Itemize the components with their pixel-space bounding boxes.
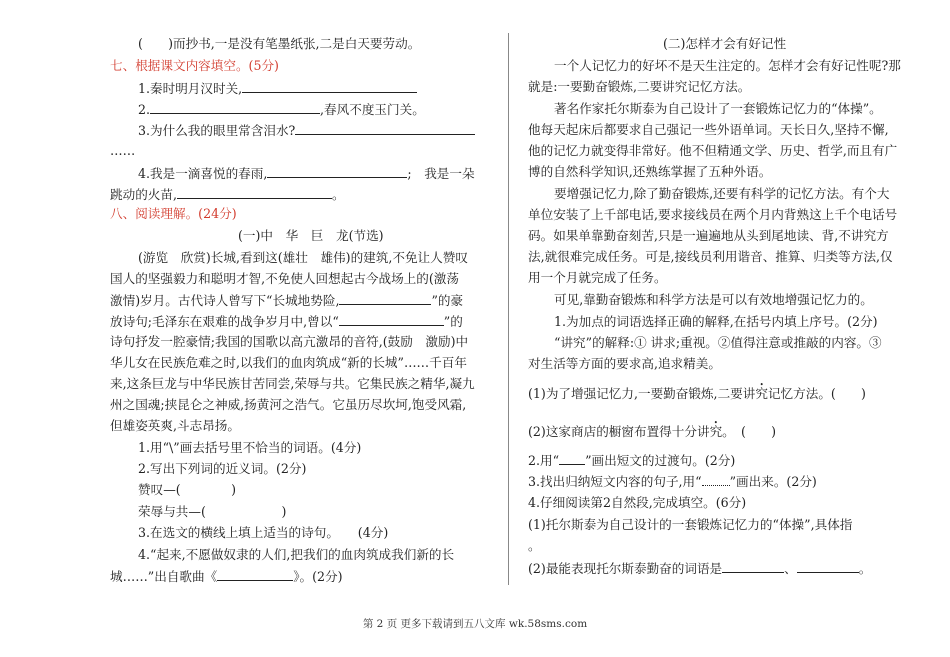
underline-sample bbox=[559, 454, 585, 465]
p1-line: 华儿女在民族危难之时,以我们的血肉筑成“新的长城”……千百年 bbox=[110, 355, 467, 370]
p2-line: 一个人记忆力的好坏不是天生注定的。怎样才会有好记性呢?那 bbox=[554, 58, 901, 73]
q4-2-text: 、 bbox=[784, 561, 797, 576]
q7-4-cont bbox=[110, 186, 345, 203]
p2-q4-2 bbox=[528, 560, 871, 577]
p2-line: 用一个月就完成了任务。 bbox=[528, 270, 667, 285]
blank[interactable] bbox=[242, 80, 417, 93]
p2-q1-s2 bbox=[528, 424, 776, 440]
blank[interactable] bbox=[177, 186, 332, 199]
p1-line bbox=[110, 292, 463, 309]
p2-q1-def1: “讲究”的解释:① 讲求;重视。②值得注意或推敲的内容。③ bbox=[554, 335, 882, 350]
blank[interactable] bbox=[295, 122, 475, 135]
q3-text: ”画出来。(2分) bbox=[729, 474, 817, 489]
blank[interactable] bbox=[217, 568, 293, 581]
q7-4-text-c: 跳动的火苗, bbox=[110, 187, 177, 202]
section-8-title: 八、阅读理解。(24分) bbox=[110, 206, 237, 221]
q4-2-text: 。 bbox=[858, 561, 872, 576]
p1-q2: 2.写出下列词的近义词。(2分) bbox=[138, 461, 307, 476]
line-continuation: ( )而抄书,一是没有笔墨纸张,二是白天要劳动。 bbox=[138, 36, 421, 51]
p2-line: 他的记忆力就变得非常好。他不但精通文学、历史、哲学,而且有广 bbox=[528, 143, 898, 158]
s1-text: 记忆方法。( ) bbox=[767, 386, 866, 401]
p1-q2b: 荣辱与共—( ) bbox=[138, 504, 287, 519]
p2-line: 可见,靠勤奋锻炼和科学方法是可以有效地增强记忆力的。 bbox=[554, 292, 873, 307]
p1-text: 激情)岁月。古代诗人曾写下“长城地势险, bbox=[110, 293, 340, 308]
p2-line: 博的自然科学知识,还熟练掌握了五种外语。 bbox=[528, 164, 772, 179]
p2-line: 法,就很难完成任务。可是,接线员利用谐音、推算、归类等方法,仅 bbox=[528, 249, 893, 264]
s1-text: (1)为了增强记忆力,一要勤奋锻炼,二要讲 bbox=[528, 386, 756, 401]
blank[interactable] bbox=[722, 560, 784, 573]
p2-q1-def2: 对生活等方面的要求高,追求精美。 bbox=[528, 356, 721, 371]
q7-2-num: 2. bbox=[138, 102, 151, 117]
p1-line: 但雄姿英爽,斗志昂扬。 bbox=[110, 418, 240, 433]
passage-1-title: (一)中 华 巨 龙(节选) bbox=[238, 228, 384, 243]
p1-q4a: 4.“起来,不愿做奴隶的人们,把我们的血肉筑成我们新的长 bbox=[138, 547, 455, 562]
q7-1 bbox=[138, 80, 417, 97]
p2-q1: 1.为加点的词语选择正确的解释,在括号内填上序号。(2分) bbox=[554, 314, 878, 329]
p1-line: 来,这条巨龙与中华民族甘苦同尝,荣辱与共。它集民族之精华,凝九 bbox=[110, 376, 475, 391]
q7-4 bbox=[138, 165, 475, 182]
dotted-word: 究 bbox=[709, 424, 723, 439]
p1-q4b bbox=[110, 568, 343, 585]
p1-q1: 1.用“\”画去括号里不恰当的词语。(4分) bbox=[138, 440, 362, 455]
blank[interactable] bbox=[339, 313, 444, 326]
p2-line: 要增强记忆力,除了勤奋锻炼,还要有科学的记忆方法。有个大 bbox=[554, 186, 890, 201]
q2-text: 2.用“ bbox=[528, 453, 560, 468]
q7-3-text: 3.为什么我的眼里常含泪水? bbox=[138, 123, 296, 138]
q7-4-text-b: ; 我是一朵 bbox=[407, 166, 475, 181]
blank[interactable] bbox=[797, 560, 859, 573]
q7-4-text-a: 4.我是一滴喜悦的春雨, bbox=[138, 166, 268, 181]
q7-3-cont: …… bbox=[110, 143, 136, 158]
q2-text: ”画出短文的过渡句。(2分) bbox=[585, 453, 736, 468]
p1-text: ”的 bbox=[443, 314, 463, 329]
p1-line bbox=[110, 313, 463, 330]
q4-text: 》。(2分) bbox=[293, 569, 343, 584]
p2-q2 bbox=[528, 453, 735, 469]
p2-line: 就是:一要勤奋锻炼,二要讲究记忆方法。 bbox=[528, 79, 751, 94]
q4-text: 城……”出自歌曲《 bbox=[110, 569, 218, 584]
column-divider bbox=[508, 33, 509, 585]
p1-q2a: 赞叹—( ) bbox=[138, 482, 236, 497]
p1-line: 诗句抒发一腔豪情;我国的国歌以高亢激昂的音符,(鼓励 激励)中 bbox=[110, 334, 469, 349]
q7-1-text: 1.秦时明月汉时关, bbox=[138, 81, 243, 96]
s2-text: 。 ( ) bbox=[722, 424, 777, 439]
page-footer: 第 2 页 更多下载请到五八文库 wk.58sms.com bbox=[362, 618, 588, 630]
q3-text: 3.找出归纳短文内容的句子,用“ bbox=[528, 474, 702, 489]
p1-line: 国人的坚强毅力和聪明才智,不免使人回想起古今战场上的(激荡 bbox=[110, 271, 459, 286]
p2-q3 bbox=[528, 474, 817, 490]
blank[interactable] bbox=[150, 101, 320, 114]
p2-q1-s1 bbox=[528, 386, 866, 402]
p2-line: 他每天起床后都要求自己强记一些外语单词。天长日久,坚持不懈, bbox=[528, 122, 889, 137]
q7-4-text-d: 。 bbox=[331, 187, 345, 202]
p1-line: 州之国魂;挟昆仑之神威,扬黄河之浩气。它虽历尽坎坷,饱受风霜, bbox=[110, 397, 467, 412]
p2-q4-1b: 。 bbox=[528, 538, 541, 553]
blank[interactable] bbox=[339, 292, 431, 305]
p2-line: 著名作家托尔斯泰为自己设计了一套锻炼记忆力的“体操”。 bbox=[554, 101, 882, 116]
dotted-word: 究 bbox=[755, 386, 768, 401]
q7-2 bbox=[138, 101, 425, 118]
p1-text: ”的豪 bbox=[431, 293, 464, 308]
section-7-title: 七、根据课文内容填空。(5分) bbox=[110, 58, 279, 73]
passage-2-title: (二)怎样才会有好记性 bbox=[663, 36, 787, 51]
p1-text: 放诗句;毛泽东在艰难的战争岁月中,曾以“ bbox=[110, 314, 339, 329]
wavy-line-sample bbox=[702, 474, 730, 486]
p1-line: (游览 欣赏)长城,看到这(雄壮 雄伟)的建筑,不免让人赞叹 bbox=[138, 250, 468, 265]
p2-q4: 4.仔细阅读第2自然段,完成填空。(6分) bbox=[528, 495, 747, 510]
blank[interactable] bbox=[267, 165, 407, 178]
q4-2-text: (2)最能表现托尔斯泰勤奋的词语是 bbox=[528, 561, 723, 576]
q7-2-text: ,春风不度玉门关。 bbox=[320, 102, 425, 117]
p2-line: 单位安装了上千部电话,要求接线员在两个月内背熟这上千个电话号 bbox=[528, 207, 898, 222]
q7-3 bbox=[138, 122, 475, 139]
p1-q3: 3.在选文的横线上填上适当的诗句。 (4分) bbox=[138, 525, 389, 540]
p2-line: 码。如果单靠勤奋刻苦,只是一遍遍地从头到尾地读、背,不讲究方 bbox=[528, 228, 889, 243]
p2-q4-1: (1)托尔斯泰为自己设计的一套锻炼记忆力的“体操”,具体指 bbox=[528, 517, 853, 532]
s2-text: (2)这家商店的橱窗布置得十分讲 bbox=[528, 424, 710, 439]
